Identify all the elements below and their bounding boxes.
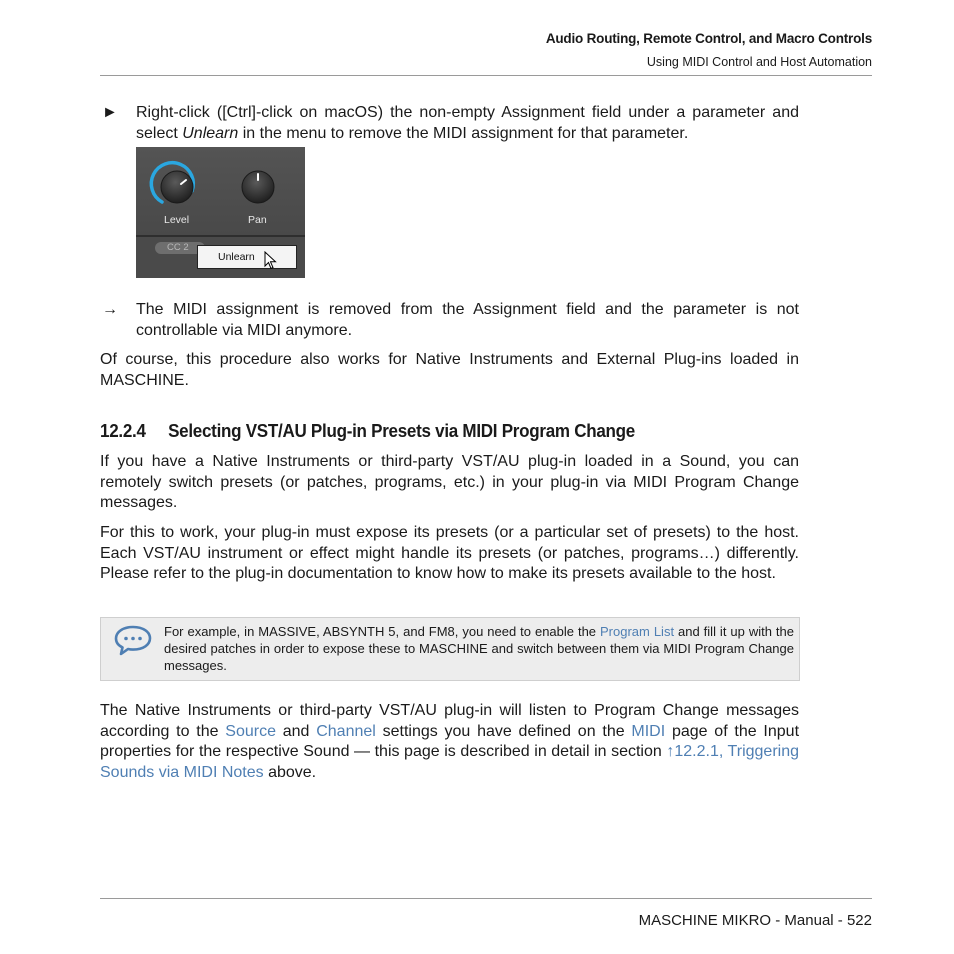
section-title: Selecting VST/AU Plug-in Presets via MIDI Program Change [168, 420, 635, 441]
paragraph-expose-presets: For this to work, your plug-in must expose its presets (or a particular set of presets) to the host. Each VST/AU instrument or effect might handle its presets (or patches, programs…) differently. Please refer to the plug-in documentation to know how to make its presets available to the host. [100, 524, 799, 582]
paragraph-intro: If you have a Native Instruments or third-party VST/AU plug-in loaded in a Sound, you can remotely switch presets (or patches, programs, etc.) in your plug-in via MIDI Program Change messages. [100, 453, 799, 511]
pan-label: Pan [248, 214, 267, 226]
speech-bubble-icon [113, 624, 153, 656]
note-text: For example, in MASSIVE, ABSYNTH 5, and FM8, you need to enable the Program List and fill it up with the desired patches in order to expose these to MASCHINE and switch between them via MIDI Program Change messages. [164, 624, 794, 673]
page-footer: MASCHINE MIKRO - Manual - 522 [638, 912, 872, 929]
menu-item-unlearn[interactable]: Unlearn [218, 251, 255, 263]
header-rule [100, 75, 872, 76]
assignment-field[interactable]: CC 2 [155, 242, 205, 254]
footer-rule [100, 898, 872, 899]
knobs-graphic [136, 147, 305, 237]
section-number: 12.2.4 [100, 420, 146, 441]
level-label: Level [164, 214, 190, 226]
program-list-link[interactable]: Program List [600, 624, 675, 639]
paragraph-program-change: The Native Instruments or third-party VST/AU plug-in will listen to Program Change messages according to the Source and Channel settings you have defined on the MIDI page of the Input properties for the respective Sound — this page is described in detail in section ↑12.2.1, Triggering Sounds via MIDI Notes above. [100, 702, 800, 781]
running-header-section: Using MIDI Control and Host Automation [646, 55, 872, 69]
step-instruction: Right-click ([Ctrl]-click on macOS) the non-empty Assignment field under a parameter and select Unlearn in the menu to remove the MIDI assignment for that parameter. [136, 104, 799, 142]
level-knob [161, 171, 193, 203]
context-menu [197, 245, 297, 269]
running-header-chapter: Audio Routing, Remote Control, and Macro Controls [545, 31, 872, 46]
midi-link[interactable]: MIDI [631, 722, 666, 740]
channel-link[interactable]: Channel [316, 722, 376, 740]
section-crossref-link[interactable]: ↑12.2.1, Triggering Sounds via MIDI Notes [100, 743, 799, 781]
source-link[interactable]: Source [225, 722, 276, 740]
result-marker: → [102, 301, 118, 318]
step-marker: ► [102, 104, 118, 121]
mouse-pointer-icon [264, 251, 278, 271]
section-heading [100, 420, 635, 442]
paragraph-plugins: Of course, this procedure also works for Native Instruments and External Plug-ins loaded in MASCHINE. [100, 351, 799, 389]
note-box [100, 617, 800, 681]
unlearn-screenshot [136, 147, 305, 278]
result-text: The MIDI assignment is removed from the Assignment field and the parameter is not controllable via MIDI anymore. [136, 301, 799, 339]
